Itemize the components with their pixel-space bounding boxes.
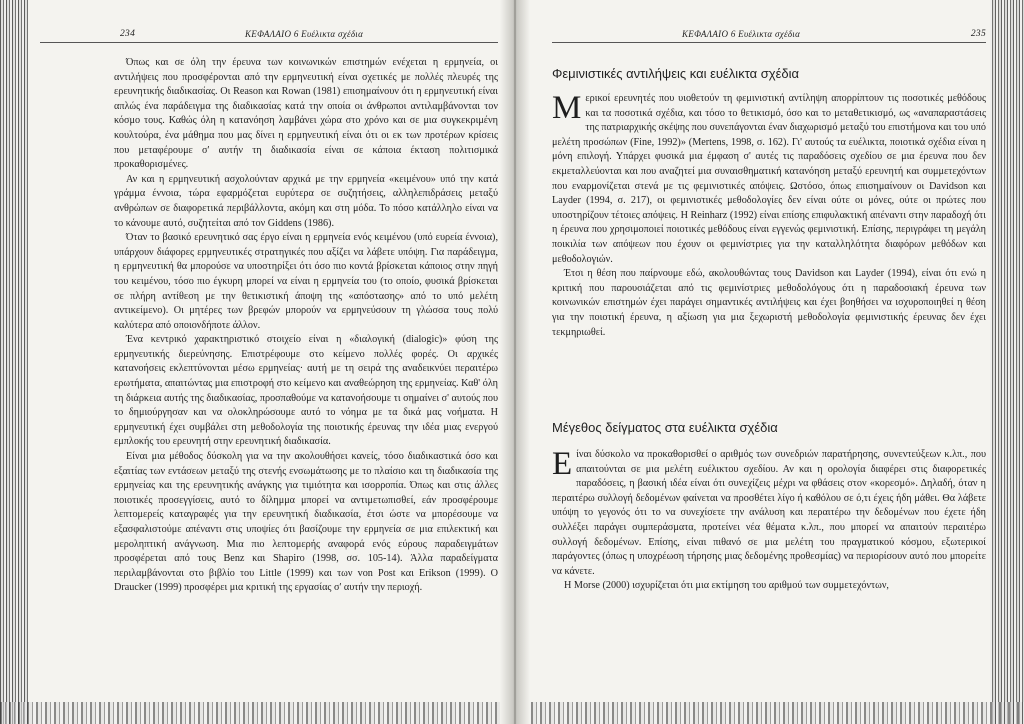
paragraph-text: ίναι δύσκολο να προκαθορισθεί ο αριθμός των συνεδριών παρατήρησης, συνεντεύξεων κ.λπ., που απαιτούνται σε μια μελέτη ευέλικτου σχεδίου. Αν και η ορολογία διαφέρει στις διαφορετικές παραδόσεις, η βασική ιδέα είναι ότι συνεχίζεις μέχρι να φθάσεις στον «κορεσμό». Δηλαδή, όταν η περαιτέρω συλλογή δεδομένων φαίνεται να προσθέτει λίγο ή καθόλου σε ό,τι έχεις ήδη μάθει. Θα λάβετε υπόψη το γεγονός ότι το να συνεχίσετε την ανάλυση και περαιτέρω την δεδομένων που έχετε ήδη συλλέξει παράγει συμπεράσματα, προτείνει νέα θέματα κ.λπ., που μπορεί να απαιτούν περαιτέρω συλλογή δεδομένων. Επίσης, είναι πιθανό σε μια μελέτη του πραγματικού κόσμου, εξωτερικοί παράγοντες (όπως η υποχρέωση τήρησης μιας δεδομένης προθεσμίας) να περιορίσουν αυτό που μπορείτε να κάνετε. xyxy=(552,449,986,577)
section-heading-feminist: Φεμινιστικές αντιλήψεις και ευέλικτα σχέδια xyxy=(552,66,800,81)
left-page-number: 234 xyxy=(120,29,136,39)
book-gutter xyxy=(500,0,530,724)
page-edge-right xyxy=(990,0,1024,724)
paragraph: Αν και η ερμηνευτική ασχολούνταν αρχικά με την ερμηνεία «κειμένου» υπό την κατά γράμμα έννοια, τώρα εφαρμόζεται ευρύτερα σε συζητήσεις, αλληλεπιδράσεις μεταξύ ανθρώπων σε διαφορετικά περιβάλλοντα, ακόμη και στη μόδα. Το πόσο κατάλληλο είναι να το κάνουμε αυτό, συζητείται από τον Giddens (1986). xyxy=(114,173,498,229)
left-running-header xyxy=(40,18,498,43)
paragraph: Έτσι η θέση που παίρνουμε εδώ, ακολουθώντας τους Davidson και Layder (1994), είναι ότι ενώ η κριτική που παρουσιάζεται από τις φεμινίστριες μεθοδολόγους ότι η παραδοσιακή έρευνα των κοινωνικών επιστημών έχει παράγει σημαντικές αντιλήψεις και έχει βοηθήσει να ισχυροποιηθεί η θέση για την ποιοτική έρευνα, η αξίωση για μια ξεχωριστή μεθοδολογία φεμινιστικής έρευνας δεν έχει τεκμηριωθεί. xyxy=(552,268,986,338)
right-running-header xyxy=(552,18,986,43)
page-edge-left xyxy=(0,0,28,724)
right-running-head: ΚΕΦΑΛΑΙΟ 6 Ευέλικτα σχέδια xyxy=(682,29,801,39)
dropcap: Ε xyxy=(552,446,573,482)
left-running-head: ΚΕΦΑΛΑΙΟ 6 Ευέλικτα σχέδια xyxy=(245,29,364,39)
paragraph: Η Morse (2000) ισχυρίζεται ότι μια εκτίμηση του αριθμού των συμμετεχόντων, xyxy=(564,580,889,592)
paragraph: Όπως και σε όλη την έρευνα των κοινωνικών επιστημών ενέχεται η ερμηνεία, οι αντιλήψεις που προσφέρονται από την ερμηνευτική είναι σχετικές με πολλές πλευρές της ερευνητικής διαδικασίας. Οι Reason και Rowan (1981) επισημαίνουν ότι η ερμηνευτική είναι απλώς ένα παράδειγμα της διαδικασίας κατά την οποία οι άνθρωποι αντιλαμβάνονται τον κόσμο τους. Καθώς όλη η κατανόηση λαμβάνει χώρα στο χρόνο και σε μια συγκεκριμένη κουλτούρα, ένα μάθημα που μας δίνει η ερμηνευτική είναι ότι οι εκ των προτέρων κρίσεις που μεταφέρουμε σ' αυτήν τη διαδικασία είναι σε κάποια έκταση πολιτισμικά προκαθορισμένες. xyxy=(114,57,498,171)
section-feminist-body xyxy=(552,92,986,340)
section-heading-sample-size: Μέγεθος δείγματος στα ευέλικτα σχέδια xyxy=(552,420,778,435)
paragraph-with-dropcap xyxy=(552,92,986,267)
paragraph: Είναι μια μέθοδος δύσκολη για να την ακολουθήσει κανείς, τόσο διαδικαστικά όσο και εξαιτίας των εντάσεων μεταξύ της στενής ενσωμάτωσης με το πλαίσιο και τη διαδικασία της ερμηνείας και της ερευνητικής ανάγκης για τιμιότητα και ισορροπία. Όπως και στις άλλες ποιοτικές προσεγγίσεις, αυτό το δίλημμα μπορεί να αντιμετωπισθεί, εάν προσφέρουμε λεπτομερείς καταγραφές για την ερευνητική διαδικασία, έτσι ώστε να μπορέσουμε να εξασφαλιστούμε απέναντι στις υποψίες ότι βασίζουμε την ερμηνεία σε μια επιλεκτική και μεροληπτική ανάγνωση. Μια πιο λεπτομερής αναφορά ενός εύρους παραδειγμάτων προσφέρεται από τους Benz και Shapiro (1998, σσ. 105-14). Άλλα παραδείγματα περιλαμβάνονται στο βιβλίο του Little (1999) και των von Post και Erikson (1999). Ο Draucker (1999) προσφέρει μια κριτική της εργασίας σ' αυτήν την περιοχή. xyxy=(114,451,498,594)
dropcap: Μ xyxy=(552,90,582,126)
left-page-body xyxy=(114,56,498,596)
section-sample-size-body xyxy=(552,448,986,594)
paragraph: Όταν το βασικό ερευνητικό σας έργο είναι η ερμηνεία ενός κειμένου (υπό ευρεία έννοια), υπάρχουν διάφορες ερμηνευτικές στρατηγικές που αξίζει να λάβετε υπόψη. Για παράδειγμα, η ερμηνευτική θα μπορούσε να υποστηρίξει ότι όσο πιο κοντά βρίσκεται κάποιος στην πηγή του κειμένου, τόσο πιο έγκυρη μπορεί να είναι η ερμηνεία του (το οποίο, φυσικά βρίσκεται σε πλήρη αντίθεση με την θετικιστική άποψη της «απόστασης» από το υπό μελέτη αντικείμενο). Οι μητέρες των βρεφών μπορούν να ερμηνεύσουν τη γλώσσα τους πολύ καλύτερα από οποιονδήποτε άλλον. xyxy=(114,232,498,331)
paragraph: Ένα κεντρικό χαρακτηριστικό στοιχείο είναι η «διαλογική (dialogic)» φύση της ερμηνευτικής διερεύνησης. Επιστρέφουμε στο κείμενο πολλές φορές. Οι αρχικές κατανοήσεις εκλεπτύνονται μέσω ερμηνείας· αυτή με τη σειρά της αναδεικνύει περαιτέρω ερωτήματα, απαιτώντας μια επιστροφή στο κείμενο και αναθεώρηση της ερμηνείας. Καθ' όλη τη διάρκεια αυτής της διαδικασίας, προσπαθούμε να κατανοήσουμε τι σημαίνει σ' αυτούς που το δημιούργησαν και να ολοκληρώσουμε αυτό το νόημα με τα δικά μας νοήματα. Η ερμηνευτική έχει συμβάλει στη μεθοδολογία της ποιοτικής έρευνας την ιδέα μιας ενεργού εμπλοκής του ερευνητή στην ερευνητική διαδικασία. xyxy=(114,334,498,448)
paragraph-with-dropcap xyxy=(552,448,986,579)
right-page-number: 235 xyxy=(970,29,986,39)
paragraph-text: ερικοί ερευνητές που υιοθετούν τη φεμινιστική αντίληψη απορρίπτουν τις ποσοτικές μεθόδους και τα ποσοτικά σχέδια, και τόσο το θετικισμό, όσο και το μεταθετικισμό, ως «αναπαραστάσεις της πατριαρχικής σκέψης που συνεπάγονται έναν διαχωρισμό μεταξύ του επιστήμονα και του υπό μελέτη προσώπων (Fine, 1992)» (Mertens, 1998, σ. 162). Γι' αυτούς τα ευέλικτα, ποιοτικά σχέδια είναι η μόνη επιλογή. Υπάρχει φυσικά μια έμφαση σ' αυτές τις παραδόσεις σχεδίου σε μια έρευνα που δεν εκμεταλλεύονται και που αναζητεί μια συναισθηματική κατανόηση μεταξύ ερευνητή και συμμετεχόντων που εναρμονίζεται στενά με τις φεμινιστικές απόψεις. Ωστόσο, όπως επισημαίνουν οι Davidson και Layder (1994, σ. 217), οι φεμινιστικές μεθοδολογίες δεν είναι ούτε οι μόνες, ούτε οι πρώτες που υποστηρίζουν τέτοιες απόψεις. Η Reinharz (1992) είναι επίσης επιφυλακτική απέναντι στην παραδοχή ότι η έρευνα που χρησιμοποιεί ποιοτικές μεθόδους είναι εγγενώς φεμινιστική. Επίσης, περιγράφει τη μεγάλη ποικιλία των απόψεων που έχουν οι φεμινίστριες για την καταλληλότητα διαφόρων μεθόδων και μεθοδολογιών. xyxy=(552,93,986,265)
